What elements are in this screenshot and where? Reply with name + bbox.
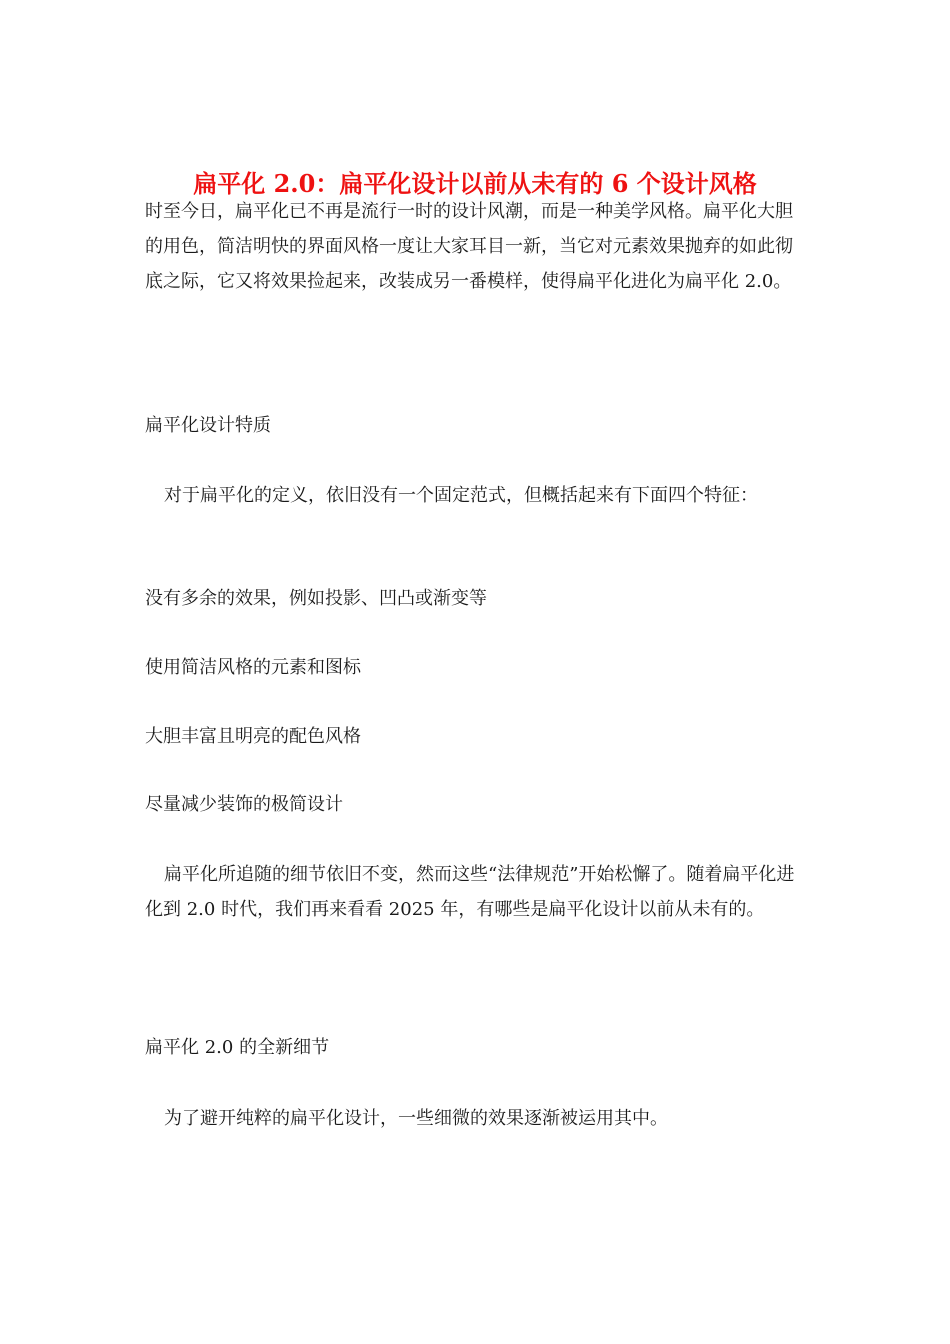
section-heading-details: 扁平化 2.0 的全新细节 [145,1037,330,1058]
feature-item: 使用简洁风格的元素和图标 [145,657,361,678]
feature-item: 尽量减少装饰的极简设计 [145,794,343,815]
features-closing-paragraph: 扁平化所追随的细节依旧不变，然而这些“法律规范”开始松懈了。随着扁平化进化到 2.0 时代，我们再来看看 2025 年，有哪些是扁平化设计以前从未有的。 [145,864,795,920]
document-title: 扁平化 2.0：扁平化设计以前从未有的 6 个设计风格 [193,169,757,199]
features-intro-paragraph: 对于扁平化的定义，依旧没有一个固定范式，但概括起来有下面四个特征： [164,485,758,506]
feature-item: 大胆丰富且明亮的配色风格 [145,726,361,747]
intro-paragraph: 时至今日，扁平化已不再是流行一时的设计风潮，而是一种美学风格。扁平化大胆的用色，简洁明快的界面风格一度让大家耳目一新，当它对元素效果抛弃的如此彻底之际，它又将效果捡起来，改装成另一番模样，使得扁平化进化为扁平化 2.0。 [145,201,793,292]
details-intro-paragraph: 为了避开纯粹的扁平化设计，一些细微的效果逐渐被运用其中。 [164,1108,668,1129]
feature-item: 没有多余的效果，例如投影、凹凸或渐变等 [145,588,487,609]
section-heading-features: 扁平化设计特质 [145,415,271,436]
